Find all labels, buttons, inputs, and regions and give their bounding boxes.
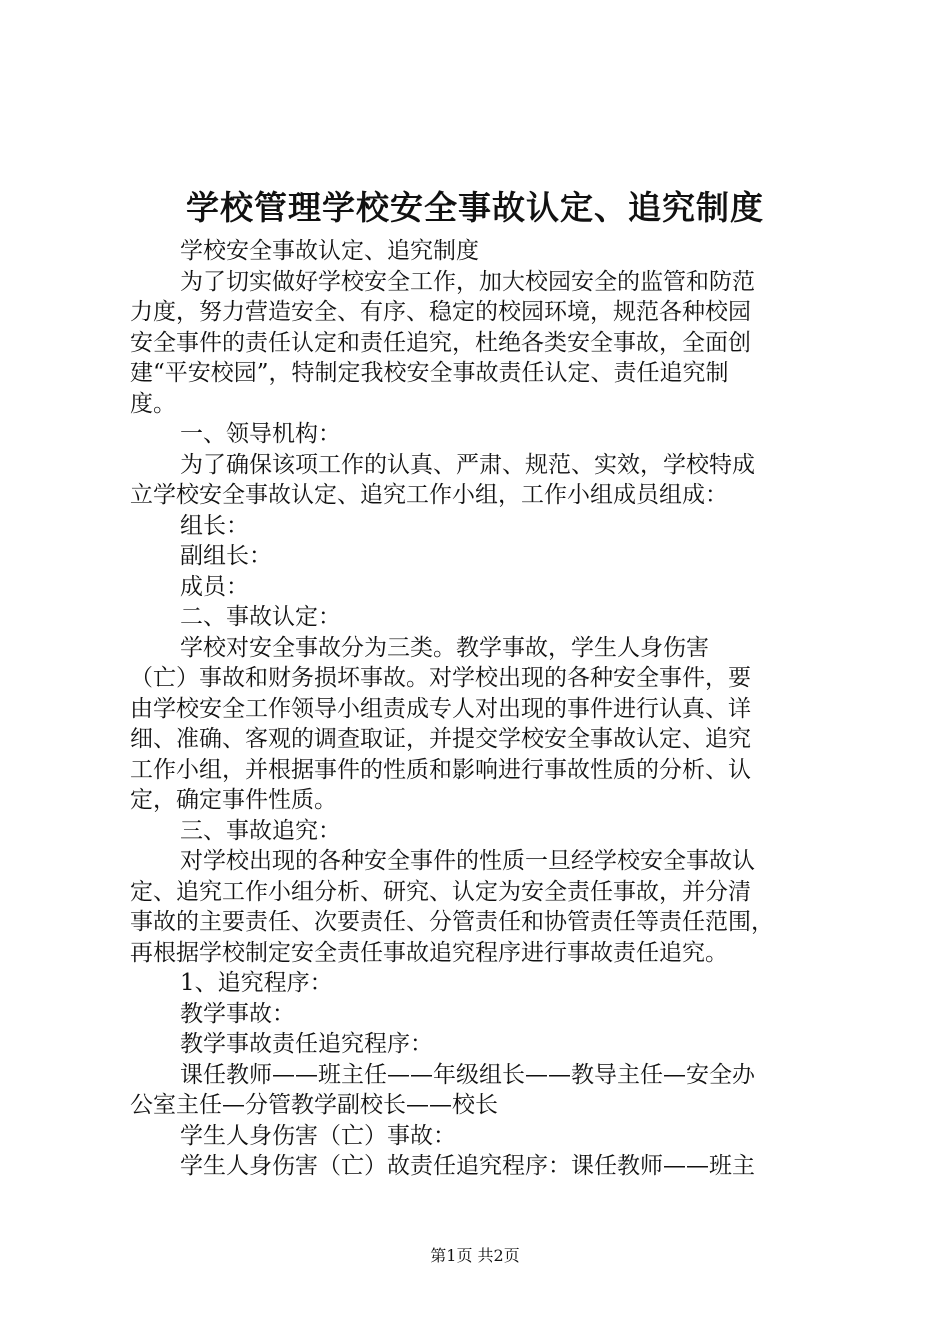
body-line: 力度，努力营造安全、有序、稳定的校园环境，规范各种校园 — [130, 299, 751, 325]
body-line: 为了切实做好学校安全工作，加大校园安全的监管和防范 — [180, 268, 755, 295]
body-line: 度。 — [130, 390, 176, 417]
body-line: 细、准确、客观的调查取证，并提交学校安全事故认定、追究 — [130, 726, 751, 752]
body-line: 立学校安全事故认定、追究工作小组，工作小组成员组成： — [130, 482, 728, 508]
page-footer: 第1页 共2页 — [430, 1246, 520, 1265]
body-line: 公室主任—分管教学副校长——校长 — [130, 1092, 498, 1118]
body-line: 工作小组，并根据事件的性质和影响进行事故性质的分析、认 — [130, 756, 751, 783]
body-line: 安全事件的责任认定和责任追究，杜绝各类安全事故，全面创 — [130, 329, 751, 356]
body-line: 1、追究程序： — [180, 970, 333, 996]
body-line: 课任教师——班主任——年级组长——教导主任—安全办 — [180, 1061, 755, 1088]
body-line: 由学校安全工作领导小组责成专人对出现的事件进行认真、详 — [130, 695, 751, 722]
body-line: 教学事故责任追究程序： — [180, 1031, 433, 1057]
body-line: 定、追究工作小组分析、研究、认定为安全责任事故，并分清 — [130, 878, 751, 905]
body-line: 建“平安校园”，特制定我校安全事故责任认定、责任追究制 — [130, 360, 729, 386]
body-line: 学校对安全事故分为三类。教学事故，学生人身伤害 — [180, 634, 709, 661]
body-line: 再根据学校制定安全责任事故追究程序进行事故责任追究。 — [130, 939, 728, 966]
body-line: 学生人身伤害（亡）事故： — [180, 1122, 456, 1149]
body-line: 三、事故追究： — [180, 817, 341, 844]
body-line: 一、领导机构： — [180, 421, 341, 447]
body-line: 定，确定事件性质。 — [130, 787, 337, 813]
body-line: 组长： — [180, 512, 249, 539]
body-line: （亡）事故和财务损坏事故。对学校出现的各种安全事件，要 — [130, 665, 751, 691]
document-title: 学校管理学校安全事故认定、追究制度 — [186, 188, 764, 227]
body-line: 二、事故认定： — [180, 604, 341, 630]
document-body — [130, 236, 830, 1182]
body-line: 学生人身伤害（亡）故责任追究程序：课任教师——班主 — [180, 1153, 755, 1179]
body-line: 教学事故： — [180, 1000, 295, 1027]
body-line: 学校安全事故认定、追究制度 — [180, 238, 479, 264]
body-line: 为了确保该项工作的认真、严肃、规范、实效，学校特成 — [180, 451, 755, 478]
body-line: 事故的主要责任、次要责任、分管责任和协管责任等责任范围， — [130, 909, 774, 935]
body-line: 成员： — [180, 573, 249, 600]
body-line: 副组长： — [180, 543, 272, 569]
body-line: 对学校出现的各种安全事件的性质一旦经学校安全事故认 — [180, 848, 755, 874]
